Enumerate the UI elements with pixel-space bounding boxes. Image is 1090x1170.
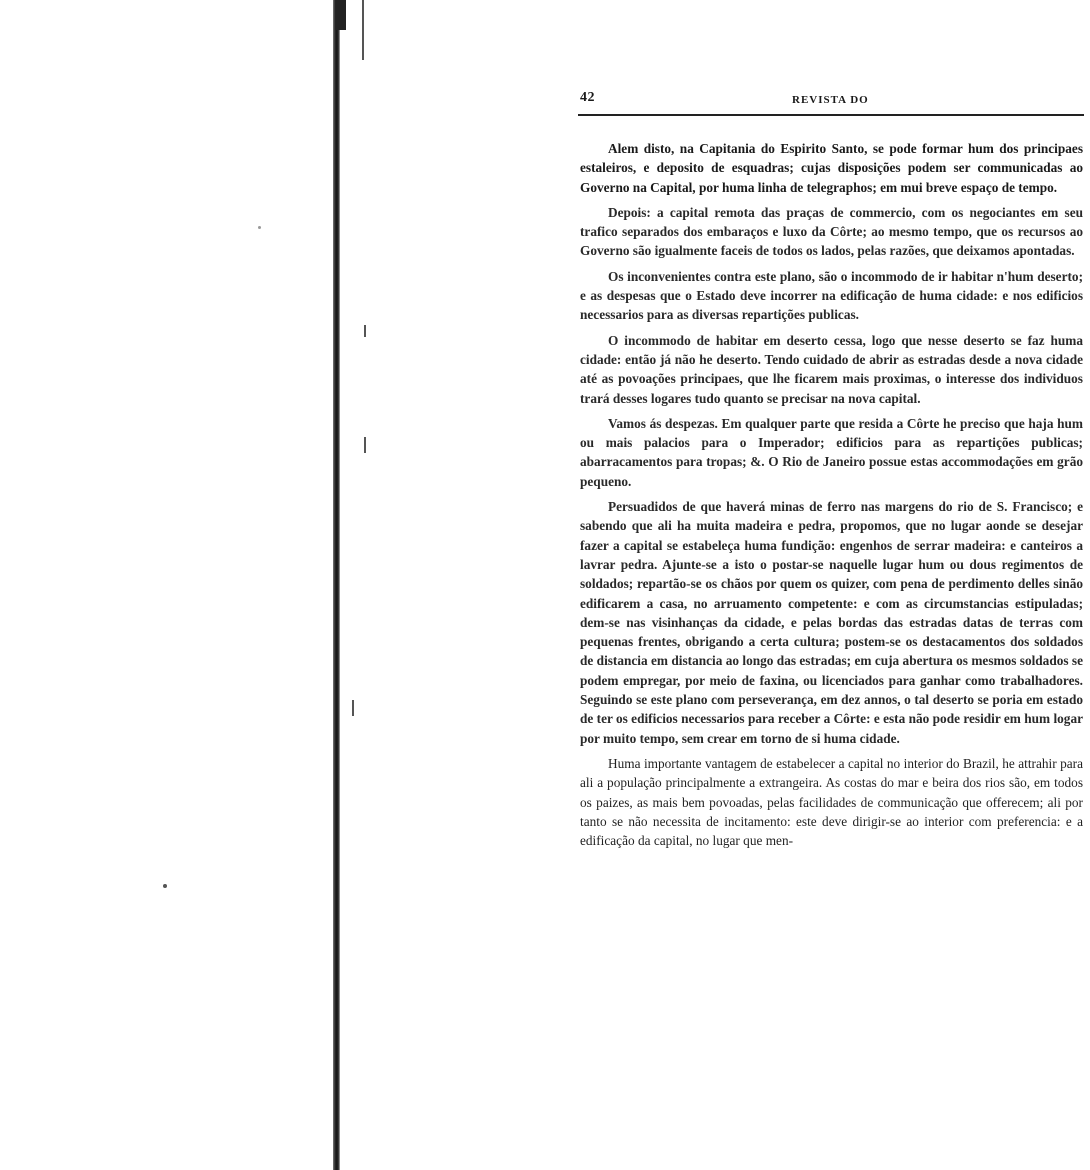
paragraph: Os inconvenientes contra este plano, são o incommodo de ir habitar n'hum deserto; e as despesas que o Estado deve incorrer na edificação de huma cidade: e nos edificios necessarios para as diversas repartições publicas. <box>580 268 1083 323</box>
binding-mark <box>362 0 364 60</box>
header-rule <box>578 114 1084 116</box>
binding-mark <box>364 437 366 453</box>
paragraph: Depois: a capital remota das praças de commercio, com os negociantes em seu trafico separados dos embaraços e luxo da Côrte; ao mesmo tempo, que os recursos ao Governo são igualmente faceis de todos os lados, pelas razões, que deixamos apontadas. <box>580 204 1083 259</box>
binding-mark <box>364 325 366 337</box>
page-number: 42 <box>580 90 595 105</box>
scan-speck <box>163 884 167 888</box>
paragraph: Vamos ás despezas. Em qualquer parte que resida a Côrte he preciso que haja hum ou mais palacios para o Imperador; edificios para as repartições publicas; abarracamentos para tropas; &. O Rio de Janeiro possue estas accommodações em grão pequeno. <box>580 415 1083 489</box>
paragraph: Persuadidos de que haverá minas de ferro nas margens do rio de S. Francisco; e sabendo que ali ha muita madeira e pedra, propomos, que no lugar aonde se desejar fazer a capital se estabeleça huma fundição: engenhos de serrar madeira: e canteiros a lavrar pedra. Ajunte-se a isto o postar-se naquelle lugar hum ou dous regimentos de soldados; repartão-se os chãos por quem os quizer, com pena de perdimento delles sinão edificarem a casa, no arruamento competente: e com as circumstancias estipuladas; dem-se nas visinhanças da cidade, e pelas bordas das estradas datas de terras com pequenas frentes, obrigando a certa cultura; postem-se os destacamentos dos soldados de distancia em distancia ao longo das estradas; em cuja abertura os mesmos soldados se podem empregar, por meio de faxina, ou licenciados para ganhar como trabalhadores. Seguindo se este plano com perseverança, em dez annos, o tal deserto se poria em estado de ter os edificios necessarios para receber a Côrte: e esta não pode residir em hum logar por muito tempo, sem crear em torno de si huma cidade. <box>580 499 1083 746</box>
page-body <box>580 139 1083 856</box>
running-title: REVISTA DO <box>792 94 869 106</box>
scan-speck <box>258 226 261 229</box>
binding-shadow <box>336 0 346 30</box>
page-binding-edge <box>333 0 340 1170</box>
binding-mark <box>352 700 354 716</box>
paragraph: O incommodo de habitar em deserto cessa, logo que nesse deserto se faz huma cidade: então já não he deserto. Tendo cuidado de abrir as estradas desde a nova cidade até as povoações principaes, que lhe ficarem mais proximas, o interesse dos individuos trará desses logares tudo quanto se precisar na nova capital. <box>580 332 1083 406</box>
page-header <box>578 88 1084 116</box>
paragraph: Alem disto, na Capitania do Espirito Santo, se pode formar hum dos principaes estaleiros, e deposito de esquadras; cujas disposições podem ser communicadas ao Governo na Capital, por huma linha de telegraphos; em mui breve espaço de tempo. <box>580 141 1083 195</box>
paragraph: Huma importante vantagem de estabelecer a capital no interior do Brazil, he attrahir para ali a população principalmente a extrangeira. As costas do mar e beira dos rios são, em todos os paizes, as mais bem povoadas, pelas facilidades de communicação que offerecem; ali por tanto se não necessita de incitamento: este deve dirigir-se ao interior com preferencia: e a edificação da capital, no lugar que men- <box>580 755 1083 849</box>
